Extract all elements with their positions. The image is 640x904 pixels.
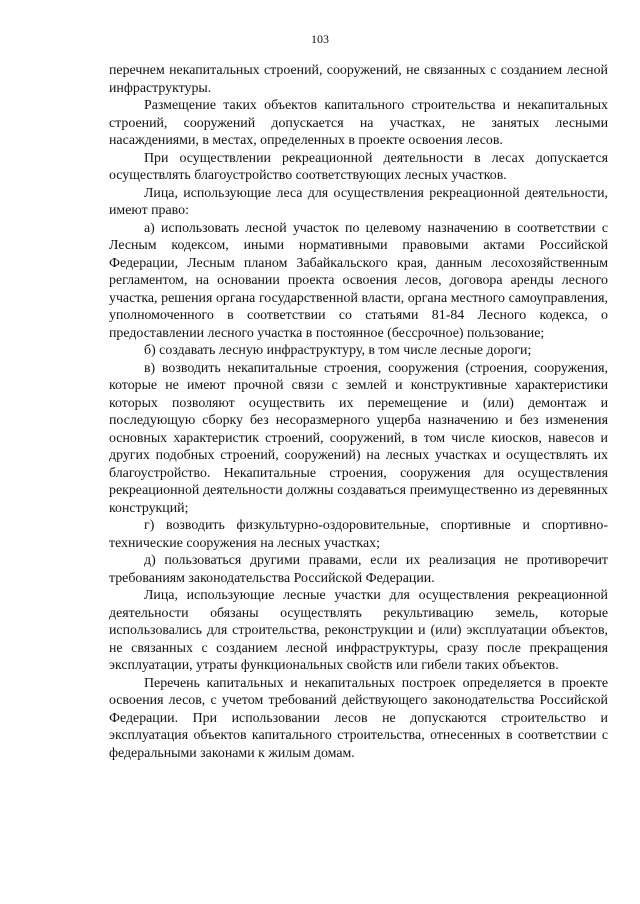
document-body xyxy=(109,62,608,762)
paragraph-10: Лица, использующие лесные участки для осуществления рекреационной деятельности обязаны осуществлять рекультивацию земель, которые использовались для строительства, реконструкции и (или) эксплуатации объектов, не связанных с созданием лесной инфраструктуры, сразу после прекращения эксплуатации, утраты функциональных свойств или гибели таких объектов. xyxy=(109,588,608,673)
paragraph-5: а) использовать лесной участок по целевому назначению в соответствии с Лесным кодексом, иными нормативными правовыми актами Российской Федерации, Лесным планом Забайкальского края, данным лесохозяйственным регламентом, на основании проекта освоения лесов, договора аренды лесного участка, решения органа государственной власти, органа местного самоуправления, уполномоченного в соответствии со статьями 81-84 Лесного кодекса, о предоставлении лесного участка в постоянное (бессрочное) пользование; xyxy=(109,220,608,341)
page-number: 103 xyxy=(311,32,329,46)
paragraph-8: г) возводить физкультурно-оздоровительные, спортивные и спортивно-технические сооружения на лесных участках; xyxy=(109,518,608,551)
paragraph-1: перечнем некапитальных строений, сооружений, не связанных с созданием лесной инфраструктуры. xyxy=(109,63,608,96)
paragraph-11: Перечень капитальных и некапитальных построек определяется в проекте освоения лесов, с учетом требований действующего законодательства Российской Федерации. При использовании лесов не допускаются строительство и эксплуатация объектов капитального строительства, отнесенных в соответствии с федеральными законами к жилым домам. xyxy=(109,675,608,761)
paragraph-4: Лица, использующие леса для осуществления рекреационной деятельности, имеют право: xyxy=(109,185,608,218)
paragraph-2: Размещение таких объектов капитального строительства и некапитальных строений, сооружений допускается на участках, не занятых лесными насаждениями, в местах, определенных в проекте освоения лесов. xyxy=(109,98,608,148)
paragraph-6: б) создавать лесную инфраструктуру, в том числе лесные дороги; xyxy=(144,343,532,358)
paragraph-9: д) пользоваться другими правами, если их реализация не противоречит требованиям законодательства Российской Федерации. xyxy=(109,553,608,586)
paragraph-3: При осуществлении рекреационной деятельности в лесах допускается осуществлять благоустройство соответствующих лесных участков. xyxy=(109,150,608,183)
paragraph-7: в) возводить некапитальные строения, сооружения (строения, сооружения, которые не имеют прочной связи с землей и конструктивные характеристики которых позволяют осуществить их перемещение и (или) демонтаж и последующую сборку без несоразмерного ущерба назначению и без изменения основных характеристик строений, сооружений, в том числе киосков, навесов и других подобных строений, сооружений) на лесных участках и осуществлять их благоустройство. Некапитальные строения, сооружения для осуществления рекреационной деятельности должны создаваться преимущественно из деревянных конструкций; xyxy=(109,360,608,516)
